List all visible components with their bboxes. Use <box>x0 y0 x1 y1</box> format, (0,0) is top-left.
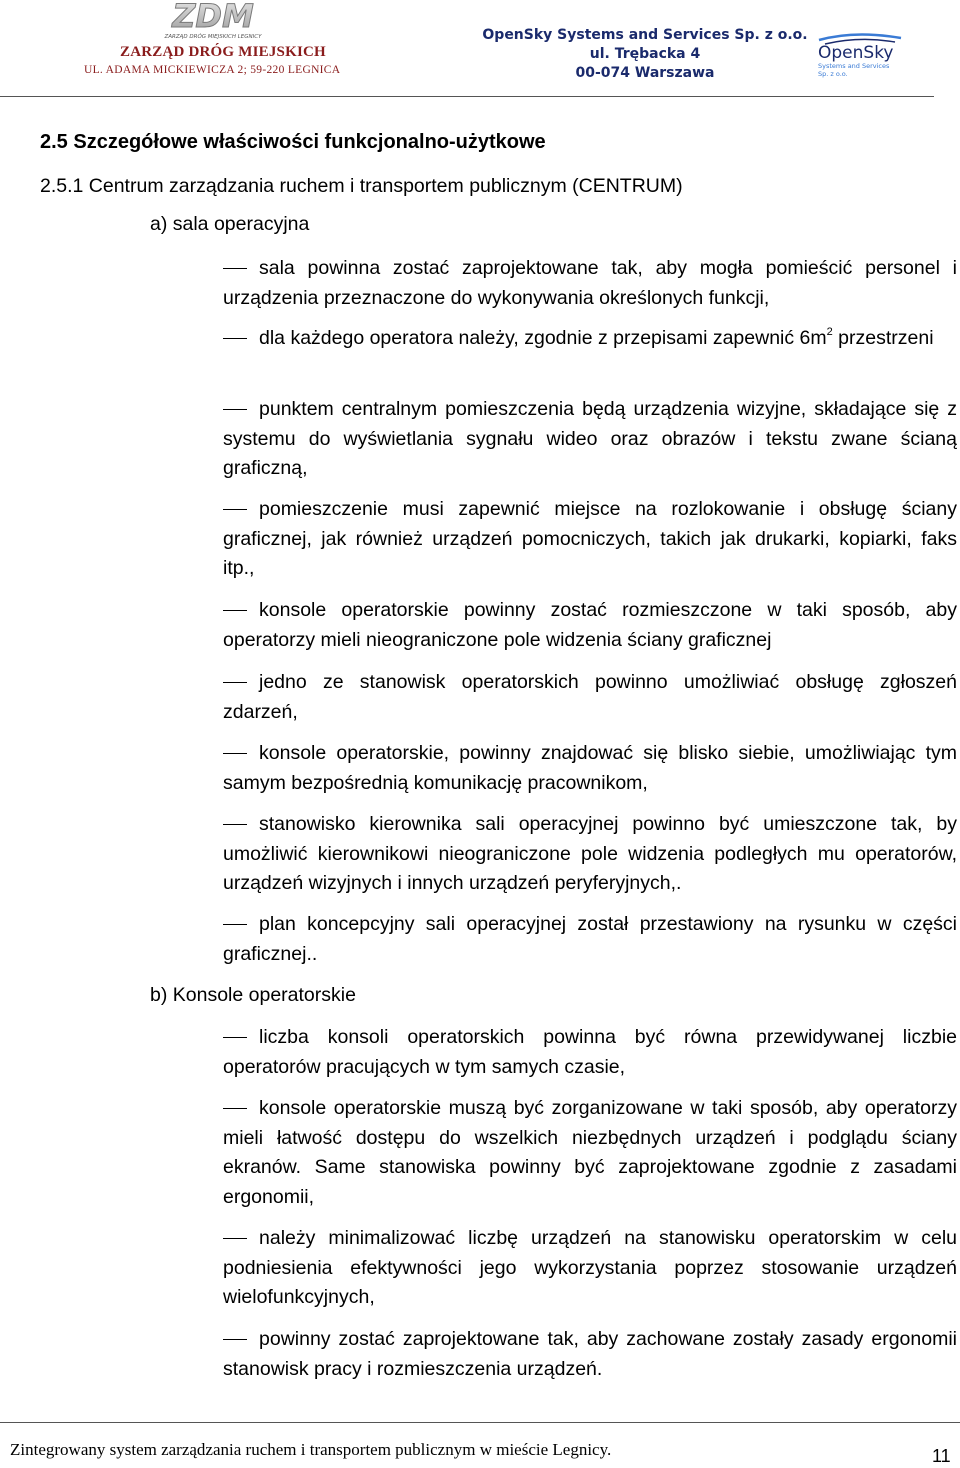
opensky-street: ul. Trębacka 4 <box>589 46 701 62</box>
zdm-address: UL. ADAMA MICKIEWICZA 2; 59-220 LEGNICA <box>84 64 341 76</box>
dash-bullet <box>223 1037 247 1038</box>
list-item: konsole operatorskie powinny zostać rozmieszczone w taki sposób, aby operatorzy mieli nieograniczone pole widzenia ściany graficznej <box>223 599 957 651</box>
zdm-name: ZARZĄD DRÓG MIEJSKICH <box>120 44 326 60</box>
dash-bullet <box>223 1238 247 1239</box>
svg-text:OpenSky: OpenSky <box>818 43 894 63</box>
zdm-logo <box>136 0 290 42</box>
dash-bullet <box>223 268 247 269</box>
list-item: liczba konsoli operatorskich powinna być równa przewidywanej liczbie operatorów pracujących w tym samych czasie, <box>223 1026 957 1078</box>
opensky-company: OpenSky Systems and Services Sp. z o.o. <box>482 27 808 43</box>
list-item: plan koncepcyjny sali operacyjnej został przestawiony na rysunku w części graficznej.. <box>223 913 957 965</box>
dash-bullet <box>223 409 247 410</box>
list-item: dla każdego operatora należy, zgodnie z przepisami zapewnić $6m^2$ przestrzeni <box>223 324 957 354</box>
list-item: stanowisko kierownika sali operacyjnej powinno być umieszczone tak, by umożliwić kierownikowi nieograniczone pole widzenia podległych mu operatorów, urządzeń wizyjnych i innych urządzeń peryferyjnych,. <box>223 813 957 894</box>
list-item: punktem centralnym pomieszczenia będą urządzenia wizyjne, składające się z systemu do wyświetlania sygnału wideo oraz obrazów i tekstu zwane ścianą graficzną, <box>223 398 957 479</box>
list-item: konsole operatorskie muszą być zorganizowane w taki sposób, aby operatorzy mieli łatwość dostępu do wszelkich niezbędnych urządzeń i podglądu ściany ekranów. Same stanowiska powinny być zaprojektowane zgodnie z zasadami ergonomii, <box>223 1097 957 1208</box>
dash-bullet <box>223 610 247 611</box>
list-item: należy minimalizować liczbę urządzeń na stanowisku operatorskim w celu podniesienia efektywności jego wykorzystania poprzez stosowanie urządzeń wielofunkcyjnych, <box>223 1227 957 1308</box>
subpoint-b-label: b) Konsole operatorskie <box>150 984 356 1006</box>
svg-text:ZARZĄD DRÓG MIEJSKICH LEGNICY: ZARZĄD DRÓG MIEJSKICH LEGNICY <box>164 34 262 40</box>
section-heading: 2.5 Szczegółowe właściwości funkcjonalno-użytkowe <box>40 131 546 153</box>
list-item: pomieszczenie musi zapewnić miejsce na rozlokowanie i obsługę ściany graficznej, jak również urządzeń pomocniczych, takich jak drukarki, kopiarki, faks itp., <box>223 498 957 579</box>
dash-bullet <box>223 1108 247 1109</box>
superscript: 2 <box>826 326 833 338</box>
dash-bullet <box>223 682 247 683</box>
dash-bullet <box>223 824 247 825</box>
dash-bullet <box>223 338 247 339</box>
header-divider <box>0 96 934 97</box>
opensky-contact <box>480 26 810 83</box>
list-item: sala powinna zostać zaprojektowane tak, aby mogła pomieścić personel i urządzenia przeznaczone do wykonywania określonych funkcji, <box>223 257 957 309</box>
page-header <box>0 0 960 97</box>
footer-divider <box>0 1422 960 1423</box>
list-item: powinny zostać zaprojektowane tak, aby zachowane zostały zasady ergonomii stanowisk pracy i rozmieszczenia urządzeń. <box>223 1328 957 1380</box>
dash-bullet <box>223 924 247 925</box>
footer-text: Zintegrowany system zarządzania ruchem i transportem publicznym w mieście Legnicy. <box>10 1440 612 1459</box>
subpoint-a-label: a) sala operacyjna <box>150 213 310 235</box>
list-item: jedno ze stanowisk operatorskich powinno umożliwiać obsługę zgłoszeń zdarzeń, <box>223 671 957 723</box>
opensky-city: 00-074 Warszawa <box>575 65 715 81</box>
dash-bullet <box>223 753 247 754</box>
dash-bullet <box>223 1339 247 1340</box>
list-item: konsole operatorskie, powinny znajdować się blisko siebie, umożliwiając tym samym bezpośrednią komunikację pracownikom, <box>223 742 957 794</box>
opensky-logo <box>815 30 905 84</box>
svg-text:Sp. z o.o.: Sp. z o.o. <box>818 70 848 78</box>
svg-text:ZDM: ZDM <box>172 0 254 35</box>
dash-bullet <box>223 509 247 510</box>
page-number: 11 <box>932 1446 951 1466</box>
subsection-heading: 2.5.1 Centrum zarządzania ruchem i transportem publicznym (CENTRUM) <box>40 175 683 197</box>
svg-text:Systems and Services: Systems and Services <box>818 62 890 70</box>
